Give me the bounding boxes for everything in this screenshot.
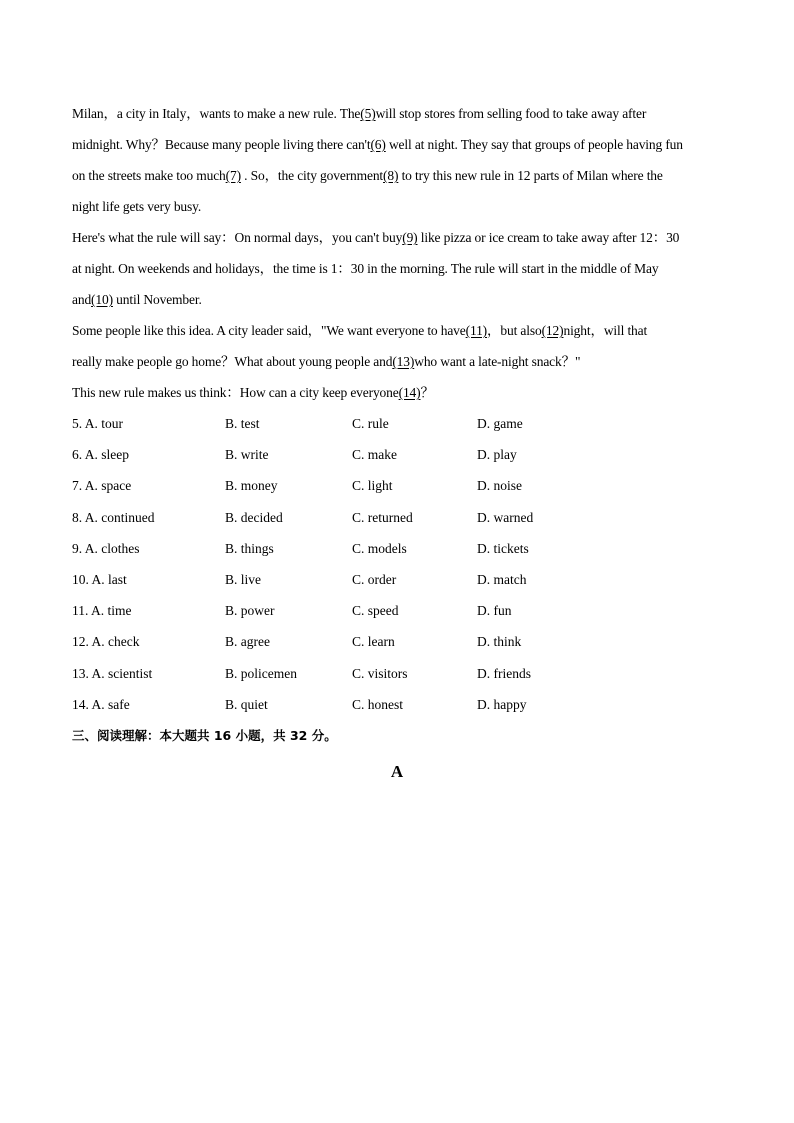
- option-a: [72, 408, 123, 439]
- option-a: [72, 658, 152, 689]
- option-a: [72, 439, 129, 470]
- passage-text: really make people go home？What about young people and: [72, 354, 393, 369]
- option-a-text: A. scientist: [91, 665, 153, 681]
- option-a-text: A. last: [91, 571, 127, 587]
- blank-number: (11): [465, 323, 488, 338]
- passage-line: [72, 191, 722, 222]
- question-row: [72, 626, 722, 657]
- passage-text: to try this new rule in 12 parts of Milan where the: [398, 168, 663, 183]
- section-letter: A: [390, 762, 404, 781]
- option-d: D. happy: [477, 696, 527, 712]
- option-a-text: A. space: [84, 478, 132, 494]
- passage-text: midnight. Why？Because many people living there can't: [72, 137, 371, 152]
- question-number: 10.: [72, 571, 89, 587]
- option-b: B. power: [225, 603, 275, 619]
- question-number: 12.: [72, 634, 89, 650]
- passage-text: ，but also: [487, 323, 542, 338]
- option-c: C. learn: [352, 634, 395, 650]
- option-b: B. test: [225, 416, 260, 431]
- question-row: [72, 533, 722, 564]
- question-row: [72, 658, 722, 689]
- option-c: C. visitors: [352, 665, 408, 681]
- passage-text: well at night. They say that groups of people having fun: [385, 137, 683, 152]
- option-c: C. speed: [352, 603, 399, 619]
- passage-text: This new rule makes us think：How can a city keep everyone: [72, 385, 399, 400]
- passage-text: at night. On weekends and holidays，the time is 1：30 in the morning. The rule will start in the middle of May: [72, 261, 659, 276]
- option-b: B. decided: [225, 509, 283, 525]
- option-a: [72, 689, 130, 720]
- option-d: D. warned: [477, 509, 534, 525]
- question-row: [72, 564, 722, 595]
- option-a: [72, 533, 140, 564]
- blank-number: (10): [91, 292, 113, 307]
- option-d: D. noise: [477, 478, 522, 494]
- question-number: 13.: [72, 665, 89, 681]
- question-row: [72, 595, 722, 626]
- option-c: C. honest: [352, 696, 404, 712]
- passage-text: Some people like this idea. A city leader said，"We want everyone to have: [72, 323, 466, 338]
- option-a-text: A. continued: [84, 509, 155, 525]
- option-c: C. light: [352, 478, 393, 494]
- passage-text: night life gets very busy.: [72, 199, 202, 214]
- option-b: B. write: [225, 447, 269, 463]
- option-c: C. order: [352, 571, 397, 587]
- passage-line: [72, 129, 722, 160]
- question-number: 7.: [72, 478, 83, 494]
- blank-number: (8): [383, 168, 399, 183]
- blank-number: (7): [225, 168, 241, 183]
- option-b: B. quiet: [225, 696, 268, 712]
- blank-number: (12): [541, 323, 564, 338]
- option-b: B. agree: [225, 634, 270, 650]
- option-a-text: A. sleep: [84, 447, 130, 463]
- option-b: B. money: [225, 478, 278, 494]
- passage-line: [72, 377, 722, 408]
- section-heading: 三、阅读理解：本大题共 16 小题，共 32 分。: [72, 727, 337, 743]
- question-row: [72, 470, 722, 501]
- option-c: C. make: [352, 447, 397, 463]
- question-number: 8.: [72, 509, 83, 525]
- option-a-text: A. safe: [91, 696, 130, 712]
- option-a-text: A. check: [91, 634, 140, 650]
- option-b: B. live: [225, 571, 261, 587]
- option-d: D. think: [477, 634, 522, 650]
- passage-text: like pizza or ice cream to take away after 12：30: [417, 230, 680, 245]
- option-c: C. rule: [352, 416, 389, 431]
- blank-number: (13): [392, 354, 415, 369]
- question-list: [72, 408, 722, 720]
- option-a-text: A. tour: [84, 416, 124, 431]
- blank-number: (5): [360, 106, 376, 121]
- passage-text: Here's what the rule will say：On normal days，you can't buy: [72, 230, 403, 245]
- option-c: C. returned: [352, 509, 413, 525]
- option-d: D. match: [477, 571, 527, 587]
- blank-number: (6): [370, 137, 386, 152]
- blank-number: (14): [398, 385, 421, 400]
- passage-text: until November.: [112, 292, 202, 307]
- question-row: [72, 408, 722, 439]
- option-b: B. things: [225, 540, 274, 556]
- passage-text: ？: [420, 385, 434, 400]
- question-number: 11.: [72, 603, 89, 619]
- option-a: [72, 502, 155, 533]
- option-c: C. models: [352, 540, 407, 556]
- question-row: [72, 502, 722, 533]
- passage-line: [72, 98, 722, 129]
- passage-text: who want a late-night snack？": [414, 354, 581, 369]
- passage-line: [72, 284, 722, 315]
- passage-line: [72, 315, 722, 346]
- option-d: D. tickets: [477, 540, 529, 556]
- option-a: [72, 470, 131, 501]
- passage-text: night，will that: [563, 323, 648, 338]
- passage-line: [72, 253, 722, 284]
- option-b: B. policemen: [225, 665, 297, 681]
- passage-text: Milan，a city in Italy，wants to make a new rule. The: [72, 106, 361, 121]
- question-number: 14.: [72, 696, 89, 712]
- passage-text: will stop stores from selling food to take away after: [375, 106, 647, 121]
- option-a-text: A. time: [91, 603, 132, 619]
- blank-number: (9): [402, 230, 418, 245]
- option-d: D. fun: [477, 603, 512, 619]
- cloze-passage: [72, 98, 722, 408]
- passage-line: [72, 222, 722, 253]
- option-d: D. friends: [477, 665, 531, 681]
- question-row: [72, 689, 722, 720]
- option-a-text: A. clothes: [84, 540, 140, 556]
- question-number: 5.: [72, 416, 83, 431]
- document-page: [72, 98, 722, 751]
- question-row: [72, 439, 722, 470]
- option-d: D. game: [477, 416, 523, 431]
- passage-text: . So，the city government: [240, 168, 384, 183]
- option-d: D. play: [477, 447, 517, 463]
- option-a: [72, 595, 132, 626]
- passage-text: on the streets make too much: [72, 168, 226, 183]
- question-number: 6.: [72, 447, 83, 463]
- question-number: 9.: [72, 540, 83, 556]
- option-a: [72, 626, 140, 657]
- passage-line: [72, 160, 722, 191]
- passage-text: and: [72, 292, 92, 307]
- option-a: [72, 564, 127, 595]
- passage-line: [72, 346, 722, 377]
